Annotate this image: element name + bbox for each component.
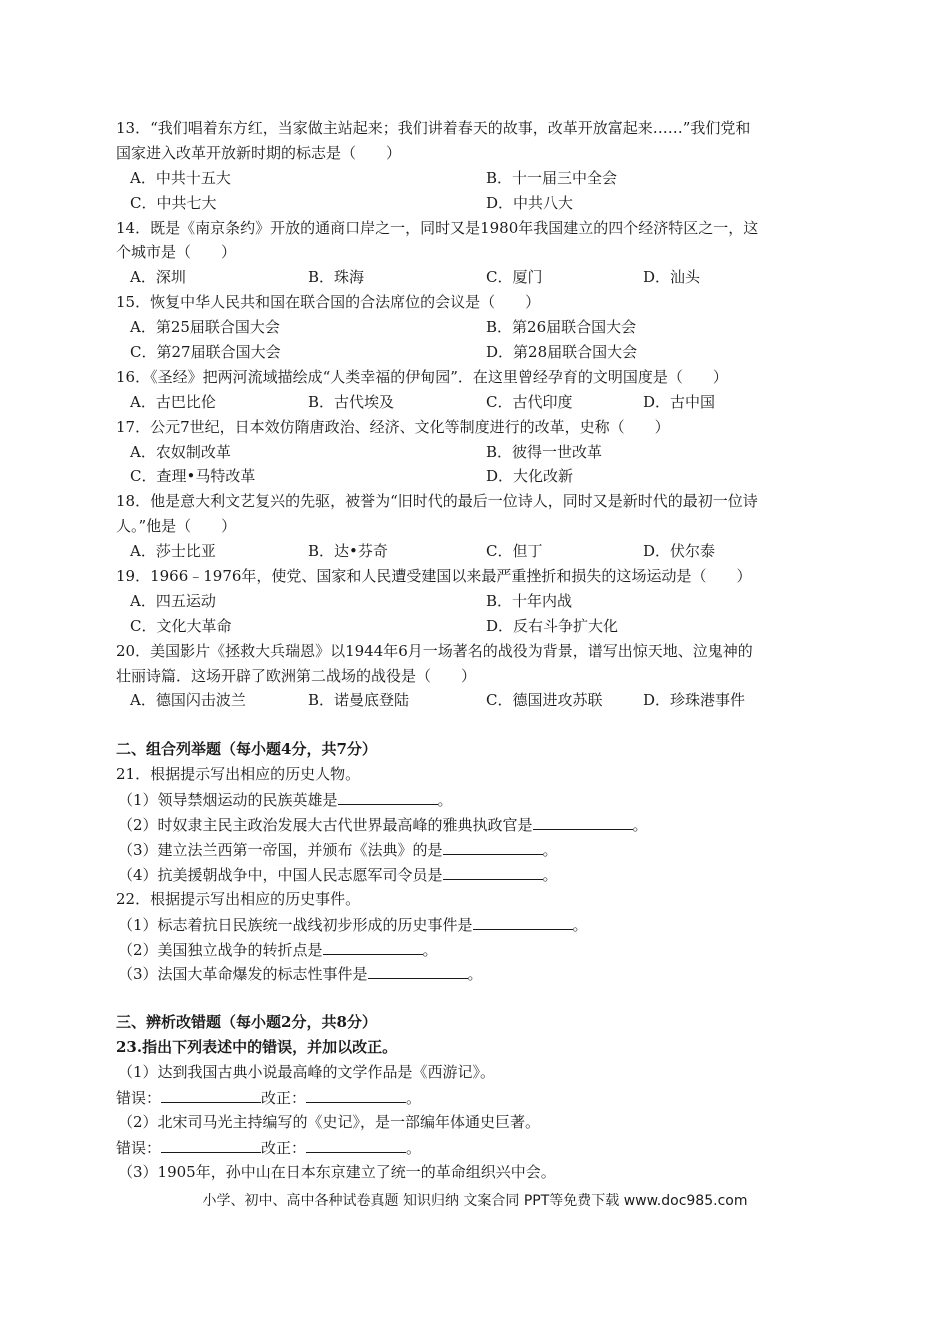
item-end: 。: [632, 816, 648, 835]
section-spacer: [116, 986, 838, 1010]
item-end: 。: [437, 791, 453, 810]
option-a: A．莎士比亚: [130, 542, 216, 561]
option-c: C．厦门: [486, 268, 543, 287]
question-stem-line: 人。”他是（ ）: [116, 517, 237, 536]
fill-blank-item: [116, 812, 838, 837]
item-text: （3）建立法兰西第一帝国，并颁布《法典》的是: [118, 840, 443, 859]
option-b: B．彼得一世改革: [486, 442, 603, 461]
answer-blank[interactable]: [443, 837, 543, 855]
section-3: [116, 1010, 838, 1184]
error-blank[interactable]: [161, 1085, 261, 1103]
answer-blank[interactable]: [533, 812, 633, 830]
end-mark: 。: [406, 1088, 422, 1107]
fill-blank-item: [116, 862, 838, 887]
option-d: D．珍珠港事件: [643, 691, 746, 710]
option-b: B．第26届联合国大会: [486, 318, 637, 337]
correction-answer-row: [116, 1135, 838, 1160]
question-21-stem: 21．根据提示写出相应的历史人物。: [116, 765, 361, 784]
option-c: C．但丁: [486, 542, 543, 561]
fix-blank[interactable]: [306, 1135, 406, 1153]
item-end: 。: [422, 940, 438, 959]
section-spacer: [116, 713, 838, 737]
question-stem-line: 15．恢复中华人民共和国在联合国的合法席位的会议是（ ）: [116, 293, 541, 312]
question-stem-line: 国家进入改革开放新时期的标志是（ ）: [116, 143, 402, 162]
correction-item-2: （2）北宋司马光主持编写的《史记》，是一部编年体通史巨著。: [118, 1112, 541, 1131]
option-c: C．中共七大: [130, 193, 217, 212]
options-row: [116, 589, 838, 614]
options-row: [116, 440, 838, 465]
option-b: B．十一届三中全会: [486, 168, 618, 187]
end-mark: 。: [406, 1138, 422, 1157]
section-title: 二、组合列举题（每小题4分，共7分）: [116, 740, 377, 759]
options-row: [116, 539, 838, 564]
answer-blank[interactable]: [338, 787, 438, 805]
options-row: [116, 315, 838, 340]
item-text: （4）抗美援朝战争中，中国人民志愿军司令员是: [118, 865, 443, 884]
options-row: [116, 614, 838, 639]
question-stem-line: 18．他是意大利文艺复兴的先驱，被誉为“旧时代的最后一位诗人，同时又是新时代的最初一位诗: [116, 492, 758, 511]
fill-blank-item: [116, 912, 838, 937]
item-end: 。: [542, 865, 558, 884]
question-19: [116, 564, 838, 639]
options-row: [116, 166, 838, 191]
option-d: D．汕头: [643, 268, 701, 287]
question-stem-line: 壮丽诗篇．这场开辟了欧洲第二战场的战役是（ ）: [116, 666, 477, 685]
option-a: A．第25届联合国大会: [130, 318, 280, 337]
question-stem-line: 14．既是《南京条约》开放的通商口岸之一，同时又是1980年我国建立的四个经济特区之一，这: [116, 218, 759, 237]
question-13: [116, 116, 838, 216]
option-b: B．珠海: [308, 268, 365, 287]
item-text: （1）领导禁烟运动的民族英雄是: [118, 791, 338, 810]
option-d: D．大化改新: [486, 467, 574, 486]
item-text: （3）法国大革命爆发的标志性事件是: [118, 965, 368, 984]
option-b: B．十年内战: [486, 591, 573, 610]
error-label: 错误：: [116, 1088, 162, 1107]
item-end: 。: [542, 840, 558, 859]
option-a: A．四五运动: [130, 591, 216, 610]
section-2: [116, 737, 838, 986]
question-18: [116, 489, 838, 564]
section-title: 三、辨析改错题（每小题2分，共8分）: [116, 1013, 377, 1032]
exam-content: [116, 116, 838, 1185]
option-c: C．德国进攻苏联: [486, 691, 603, 710]
option-b: B．古代埃及: [308, 392, 395, 411]
question-stem-line: 19．1966﹣1976年，使党、国家和人民遭受建国以来最严重挫折和损失的这场运动是（ ）: [116, 567, 752, 586]
options-row: [116, 191, 838, 216]
question-stem-line: 17．公元7世纪，日本效仿隋唐政治、经济、文化等制度进行的改革，史称（ ）: [116, 417, 670, 436]
question-14: [116, 216, 838, 291]
option-c: C．文化大革命: [130, 616, 232, 635]
options-row: [116, 464, 838, 489]
answer-blank[interactable]: [443, 862, 543, 880]
error-label: 错误：: [116, 1138, 162, 1157]
fill-blank-item: [116, 837, 838, 862]
question-16: [116, 365, 838, 415]
option-d: D．中共八大: [486, 193, 574, 212]
item-text: （2）时奴隶主民主政治发展大古代世界最高峰的雅典执政官是: [118, 816, 533, 835]
fix-label: 改正：: [261, 1138, 307, 1157]
item-end: 。: [467, 965, 483, 984]
option-b: B．达•芬奇: [308, 542, 388, 561]
option-a: A．德国闪击波兰: [130, 691, 246, 710]
fix-blank[interactable]: [306, 1085, 406, 1103]
item-text: （1）标志着抗日民族统一战线初步形成的历史事件是: [118, 915, 473, 934]
option-d: D．第28届联合国大会: [486, 343, 638, 362]
answer-blank[interactable]: [368, 961, 468, 979]
question-stem-line: 20．美国影片《拯救大兵瑞恩》以1944年6月一场著名的战役为背景，谱写出惊天地、泣鬼神的: [116, 641, 753, 660]
option-c: C．古代印度: [486, 392, 573, 411]
option-c: C．查理•马特改革: [130, 467, 256, 486]
fix-label: 改正：: [261, 1088, 307, 1107]
question-17: [116, 415, 838, 490]
fill-blank-item: [116, 787, 838, 812]
fill-blank-item: [116, 937, 838, 962]
option-c: C．第27届联合国大会: [130, 343, 281, 362]
item-text: （2）美国独立战争的转折点是: [118, 940, 323, 959]
correction-item-3: （3）1905年，孙中山在日本东京建立了统一的革命组织兴中会。: [118, 1162, 556, 1181]
correction-item-1: （1）达到我国古典小说最高峰的文学作品是《西游记》。: [118, 1063, 496, 1082]
option-d: D．古中国: [643, 392, 716, 411]
correction-answer-row: [116, 1085, 838, 1110]
option-d: D．伏尔泰: [643, 542, 716, 561]
option-a: A．农奴制改革: [130, 442, 231, 461]
options-row: [116, 688, 838, 713]
option-d: D．反右斗争扩大化: [486, 616, 619, 635]
options-row: [116, 390, 838, 415]
question-stem-line: 16．《圣经》把两河流域描绘成“人类幸福的伊甸园”．在这里曾经孕育的文明国度是（ ）: [116, 367, 728, 386]
option-a: A．中共十五大: [130, 168, 231, 187]
option-a: A．深圳: [130, 268, 186, 287]
question-stem-line: 13．“我们唱着东方红，当家做主站起来；我们讲着春天的故事，改革开放富起来……”我们党和: [116, 119, 751, 137]
fill-blank-item: [116, 961, 838, 986]
error-blank[interactable]: [161, 1135, 261, 1153]
item-end: 。: [572, 915, 588, 934]
page-footer: 小学、初中、高中各种试卷真题 知识归纳 文案合同 PPT等免费下载 www.doc985.com: [202, 1193, 748, 1209]
option-a: A．古巴比伦: [130, 392, 216, 411]
answer-blank[interactable]: [323, 937, 423, 955]
option-b: B．诺曼底登陆: [308, 691, 410, 710]
answer-blank[interactable]: [473, 912, 573, 930]
question-22-stem: 22．根据提示写出相应的历史事件。: [116, 889, 361, 908]
question-stem-line: 个城市是（ ）: [116, 243, 237, 262]
options-row: [116, 340, 838, 365]
question-15: [116, 290, 838, 365]
options-row: [116, 265, 838, 290]
question-20: [116, 639, 838, 714]
question-23-stem: 23.指出下列表述中的错误，并加以改正。: [116, 1038, 398, 1057]
